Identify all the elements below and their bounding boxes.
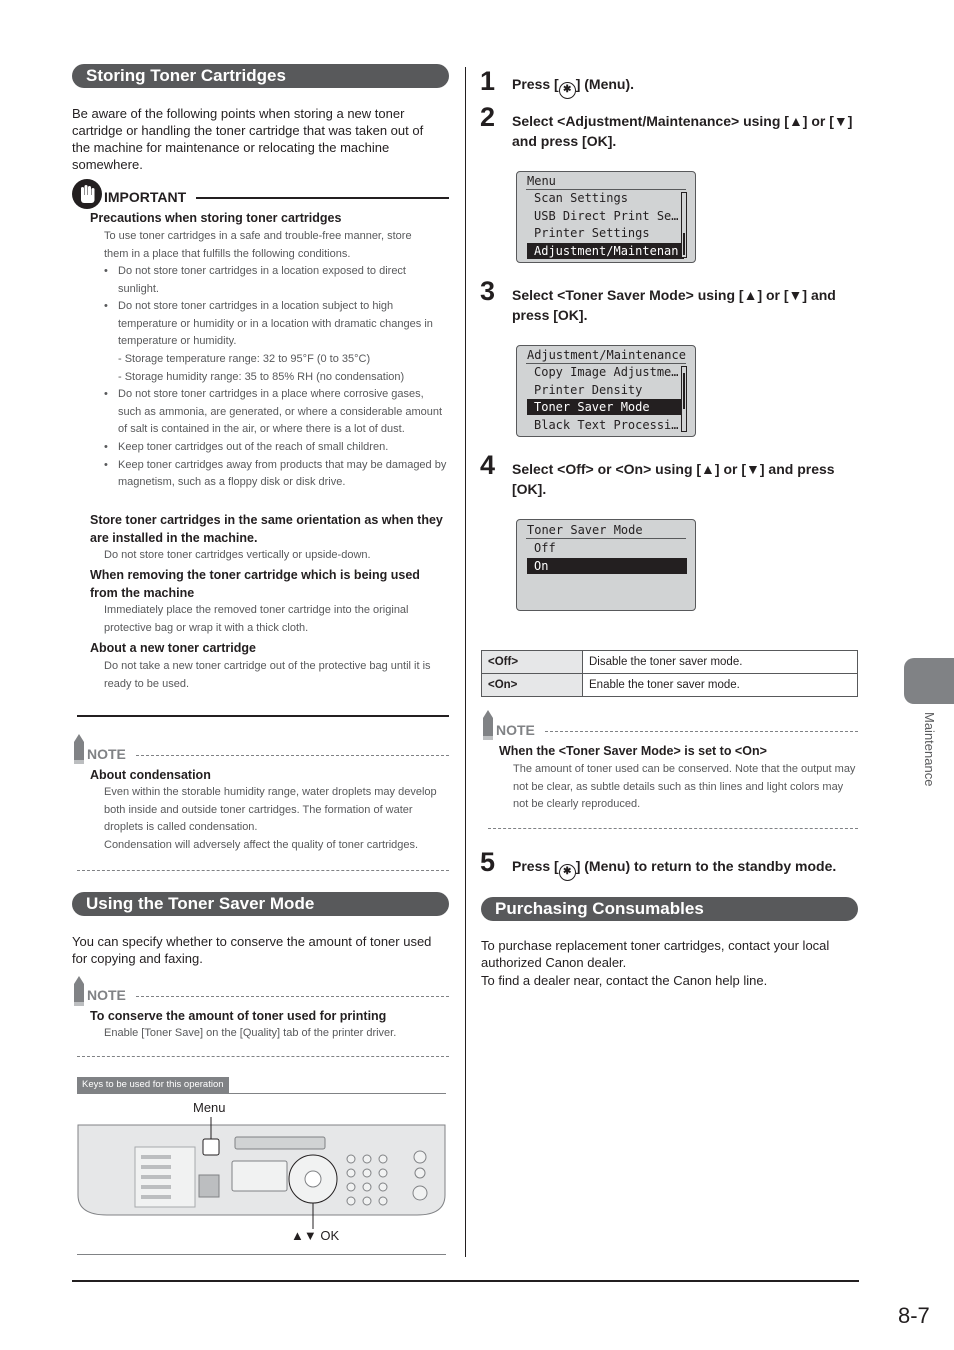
menu-key-icon: ✱ [559, 864, 576, 881]
note-rule [136, 755, 449, 756]
condensation-text: Even within the storable humidity range, water droplets may develop both inside and outside toner cartridges. The formation of water droplets is called condensation. [104, 786, 437, 834]
lcd-screen-toner-saver [516, 519, 696, 611]
lcd-row: Copy Image Adjustme… [534, 365, 679, 379]
lcd-row: Printer Density [534, 383, 643, 397]
lcd-row-selected: Adjustment/Maintenan [527, 243, 684, 259]
lcd-title: Menu [527, 174, 556, 188]
options-table [481, 650, 858, 697]
section-title-purchasing: Purchasing Consumables [481, 897, 858, 921]
keys-rule [77, 1093, 446, 1094]
step-4-number: 4 [480, 450, 496, 480]
lcd-row-selected: Toner Saver Mode [527, 399, 684, 415]
step-3-number: 3 [480, 276, 496, 306]
precautions-list [104, 263, 449, 492]
saver-note-text: Enable [Toner Save] on the [Quality] tab of the printer driver. [104, 1027, 397, 1039]
option-key: <Off> [482, 651, 583, 674]
new-cartridge-text: Do not take a new toner cartridge out of the protective bag until it is ready to be used. [104, 660, 431, 690]
control-panel-illustration [77, 1117, 449, 1234]
lcd-scrollbar [681, 366, 687, 432]
menu-callout: Menu [193, 1100, 226, 1115]
pencil-icon [481, 710, 495, 747]
condensation-text-2: Condensation will adversely affect the quality of toner cartridges. [104, 839, 419, 851]
note-end-rule [488, 828, 858, 829]
lcd-row: USB Direct Print Se… [534, 209, 679, 223]
step-2-text: Select <Adjustment/Maintenance> using [▲] or [▼] and press [OK]. [512, 113, 853, 149]
step-5-number: 5 [480, 847, 496, 877]
orientation-text: Do not store toner cartridges vertically or upside-down. [104, 549, 371, 561]
lcd-scrollbar [681, 192, 687, 258]
lcd-row: Off [534, 541, 556, 555]
note-end-rule [77, 1056, 449, 1057]
important-rule [196, 197, 449, 199]
precautions-heading: Precautions when storing toner cartridges [90, 211, 342, 225]
footer-rule [72, 1280, 859, 1282]
note-rule [136, 996, 449, 997]
pencil-icon [72, 734, 86, 771]
note-rule [545, 731, 858, 732]
lcd-title: Toner Saver Mode [527, 523, 643, 537]
important-label: IMPORTANT [104, 189, 187, 205]
ok-callout: ▲▼ OK [291, 1228, 340, 1243]
important-end-rule [77, 715, 449, 717]
option-desc: Disable the toner saver mode. [583, 651, 858, 674]
option-key: <On> [482, 674, 583, 697]
storing-intro: Be aware of the following points when storing a new toner cartridge or handling the toner cartridge that was taken out of the machine for maintenance or relocating the machine somewhere. [72, 106, 424, 172]
note-label: NOTE [496, 722, 535, 738]
list-item: • Do not store toner cartridges in a place where corrosive gases, such as ammonia, are generated, or where a considerable amount of salt is contained in the air, or where there is a lot of dust. [104, 386, 449, 439]
removing-text: Immediately place the removed toner cartridge into the original protective bag or wrap it with a thick cloth. [104, 604, 409, 634]
list-item: • Do not store toner cartridges in a location subject to high temperature or humidity or in a location with dramatic changes in temperature or humidity. [104, 298, 449, 351]
table-row [482, 651, 858, 674]
toner-saver-note-heading: When the <Toner Saver Mode> is set to <On> [499, 744, 767, 758]
condensation-heading: About condensation [90, 768, 211, 782]
purchasing-text: To purchase replacement toner cartridges, contact your local authorized Canon dealer. [481, 938, 830, 970]
section-title-storing: Storing Toner Cartridges [72, 64, 449, 88]
temp-range: - Storage temperature range: 32 to 95°F (0 to 35°C) [118, 352, 371, 365]
lcd-title: Adjustment/Maintenance [527, 348, 686, 362]
orientation-heading: Store toner cartridges in the same orientation as when they are installed in the machine. [90, 513, 443, 545]
humidity-range: - Storage humidity range: 35 to 85% RH (no condensation) [118, 370, 405, 383]
page-number: 8-7 [898, 1303, 930, 1328]
list-item: • Do not store toner cartridges in a location exposed to direct sunlight. [104, 263, 449, 298]
lcd-row-selected: On [527, 558, 687, 574]
menu-key-icon: ✱ [559, 82, 576, 99]
section-title-toner-saver: Using the Toner Saver Mode [72, 892, 449, 916]
column-divider [465, 67, 466, 1257]
toner-saver-note-text: The amount of toner used can be conserved. Note that the output may not be clear, as subtle details such as thin lines and light colors may not be clearly reproduced. [513, 763, 856, 811]
table-row [482, 674, 858, 697]
lcd-row: Printer Settings [534, 226, 650, 240]
keys-end-rule [77, 1254, 446, 1255]
step-4-text: Select <Off> or <On> using [▲] or [▼] and press [OK]. [512, 461, 835, 497]
removing-heading: When removing the toner cartridge which is being used from the machine [90, 568, 420, 600]
saver-note-heading: To conserve the amount of toner used for printing [90, 1009, 387, 1023]
important-hand-icon [72, 179, 102, 209]
list-item: • Keep toner cartridges out of the reach of small children. [104, 439, 449, 457]
saver-intro: You can specify whether to conserve the amount of toner used for copying and faxing. [72, 934, 432, 966]
note-label: NOTE [87, 746, 126, 762]
purchasing-text-2: To find a dealer near, contact the Canon help line. [481, 973, 768, 988]
step-5-text: Press [ ✱ ] (Menu) to return to the standby mode. [512, 856, 836, 881]
lcd-screen-adjustment [516, 345, 696, 437]
step-1-text: Press [ ✱ ] (Menu). [512, 74, 634, 99]
precautions-intro: To use toner cartridges in a safe and trouble-free manner, store them in a place that fulfills the following conditions. [104, 230, 412, 260]
option-desc: Enable the toner saver mode. [583, 674, 858, 697]
step-2-number: 2 [480, 102, 496, 132]
lcd-row: Black Text Processi… [534, 418, 679, 432]
step-1-number: 1 [480, 66, 496, 96]
new-cartridge-heading: About a new toner cartridge [90, 641, 256, 655]
lcd-screen-menu [516, 171, 696, 263]
chapter-tab-label: Maintenance [922, 712, 937, 787]
chapter-tab [904, 658, 954, 704]
keys-label: Keys to be used for this operation [77, 1077, 229, 1093]
note-end-rule [77, 870, 449, 871]
lcd-row: Scan Settings [534, 191, 628, 205]
note-label: NOTE [87, 987, 126, 1003]
pencil-icon [72, 976, 86, 1013]
list-item: • Keep toner cartridges away from products that may be damaged by magnetism, such as a floppy disk or disk drive. [104, 457, 449, 492]
step-3-text: Select <Toner Saver Mode> using [▲] or [▼] and press [OK]. [512, 287, 836, 323]
